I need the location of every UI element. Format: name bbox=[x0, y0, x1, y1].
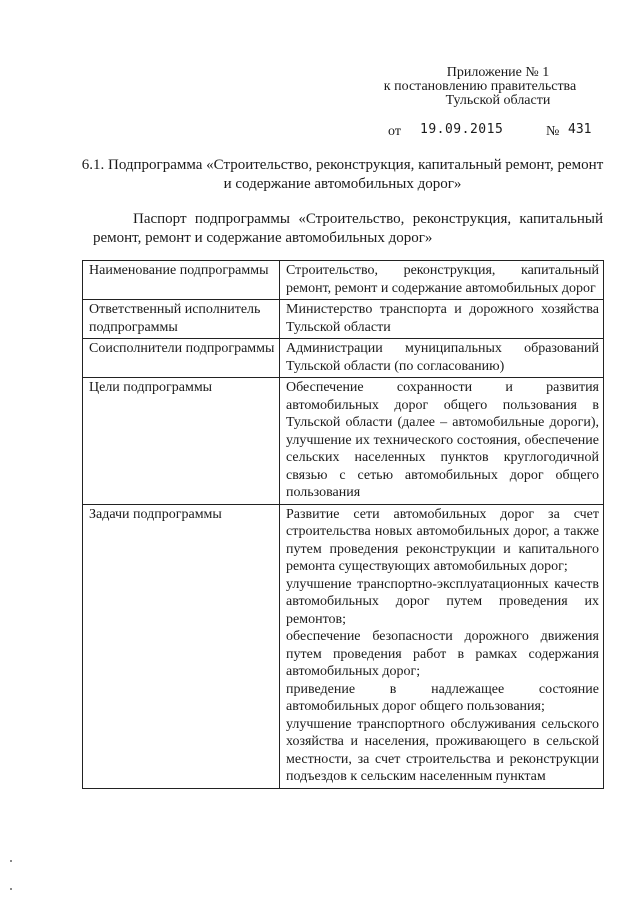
appendix-block bbox=[340, 66, 620, 108]
row-label: Наименование подпрограммы bbox=[83, 261, 280, 300]
row-value-paragraph: улучшение транспортно-эксплуатационных качеств автомобильных дорог путем проведения их ремонтов; bbox=[286, 576, 599, 627]
row-value bbox=[280, 504, 604, 788]
row-label: Соисполнители подпрограммы bbox=[83, 339, 280, 378]
table-row bbox=[83, 300, 604, 339]
resolution-number: 431 bbox=[568, 122, 592, 137]
date-prefix: от bbox=[388, 124, 401, 139]
appendix-title: Приложение № 1 bbox=[446, 65, 550, 80]
table-row bbox=[83, 504, 604, 788]
number-prefix: № bbox=[546, 124, 560, 139]
row-value-paragraph: Министерство транспорта и дорожного хозяйства Тульской области bbox=[286, 302, 599, 335]
row-value bbox=[280, 300, 604, 339]
row-value-paragraph: приведение в надлежащее состояние автомобильных дорог общего пользования; bbox=[286, 681, 599, 714]
row-value-paragraph: улучшение транспортного обслуживания сельского хозяйства и населения, проживающего в сельской местности, за счет строительства и реконструкции подъездов к сельским населенным пунктам bbox=[286, 716, 599, 784]
passport-title: Паспорт подпрограммы «Строительство, реконструкция, капитальный ремонт, ремонт и содержание автомобильных дорог» bbox=[93, 211, 603, 246]
row-value bbox=[280, 261, 604, 300]
row-value-paragraph: Обеспечение сохранности и развития автомобильных дорог общего пользования в Тульской области (далее – автомобильные дороги), улучшение их технического состояния, обеспечение сельских населенных пунктов круглогодичной связью с сетью автомобильных дорог общего пользования bbox=[286, 380, 599, 500]
row-value bbox=[280, 378, 604, 505]
row-label: Ответственный исполнитель подпрограммы bbox=[83, 300, 280, 339]
resolution-date-line bbox=[388, 122, 608, 140]
appendix-region: Тульской области bbox=[445, 93, 551, 108]
row-value-paragraph: Администрации муниципальных образований Тульской области (по согласованию) bbox=[286, 341, 599, 374]
table-row bbox=[83, 339, 604, 378]
row-value-paragraph: Строительство, реконструкция, капитальный ремонт, ремонт и содержание автомобильных дорог bbox=[286, 263, 599, 296]
margin-marks bbox=[8, 858, 14, 898]
row-label: Задачи подпрограммы bbox=[83, 504, 280, 788]
row-value-paragraph: Развитие сети автомобильных дорог за счет строительства новых автомобильных дорог, а также путем проведения реконструкции и капитального ремонта существующих автомобильных дорог; bbox=[286, 506, 599, 574]
passport-table bbox=[82, 260, 604, 789]
resolution-date: 19.09.2015 bbox=[420, 122, 504, 137]
row-label: Цели подпрограммы bbox=[83, 378, 280, 505]
subprogram-heading: 6.1. Подпрограмма «Строительство, реконструкция, капитальный ремонт, ремонт и содержание автомобильных дорог» bbox=[81, 157, 604, 192]
table-row bbox=[83, 261, 604, 300]
row-value bbox=[280, 339, 604, 378]
row-value-paragraph: обеспечение безопасности дорожного движения путем проведения работ в рамках содержания автомобильных дорог; bbox=[286, 629, 599, 679]
appendix-reference: к постановлению правительства bbox=[383, 79, 577, 94]
table-row bbox=[83, 378, 604, 505]
